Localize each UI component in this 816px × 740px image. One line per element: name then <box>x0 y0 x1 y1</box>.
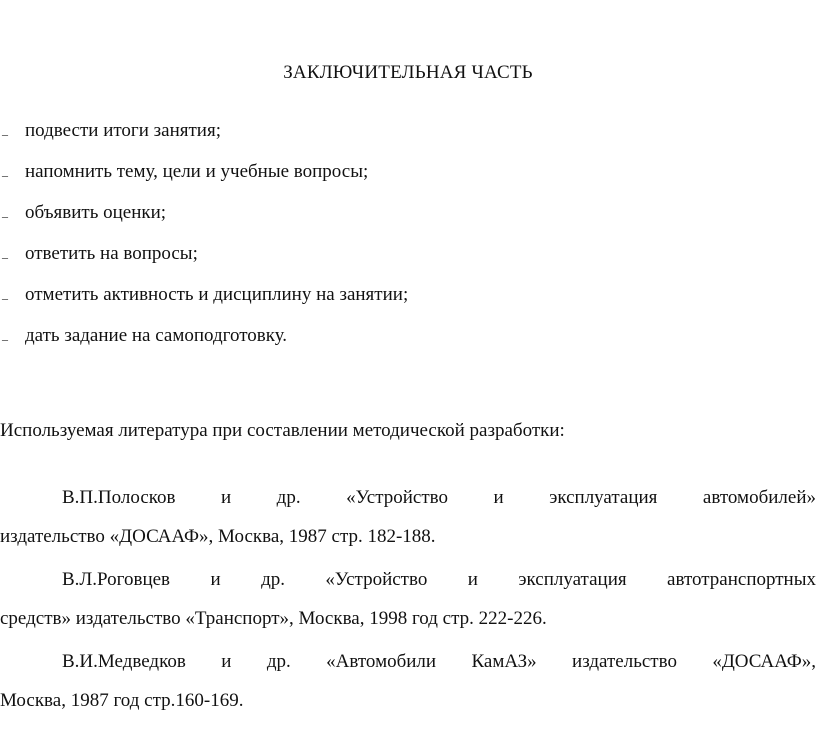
reference-line: В.Л.Роговцев и др. «Устройство и эксплуатация автотранспортных <box>62 569 816 590</box>
reference-line: В.И.Медведков и др. «Автомобили КамАЗ» издательство «ДОСААФ», <box>62 651 816 672</box>
dash-marker: – <box>2 291 8 305</box>
dash-marker: – <box>2 127 8 141</box>
list-item-text: дать задание на самоподготовку. <box>25 325 288 346</box>
list-item-text: подвести итоги занятия; <box>25 120 221 141</box>
list-item <box>0 240 816 281</box>
reference-line: В.П.Полосков и др. «Устройство и эксплуатация автомобилей» <box>62 487 816 508</box>
list-item <box>0 117 816 158</box>
list-item-text: ответить на вопросы; <box>25 243 198 264</box>
reference-line: издательство «ДОСААФ», Москва, 1987 стр. 182-188. <box>0 526 436 547</box>
reference-item <box>0 642 816 720</box>
list-item <box>0 158 816 199</box>
list-item-text: объявить оценки; <box>25 202 167 223</box>
reference-list <box>0 478 816 724</box>
dash-marker: – <box>2 168 8 182</box>
section-title: ЗАКЛЮЧИТЕЛЬНАЯ ЧАСТЬ <box>283 62 533 83</box>
task-list <box>0 117 816 363</box>
dash-marker: – <box>2 209 8 223</box>
list-item <box>0 199 816 240</box>
dash-marker: – <box>2 332 8 346</box>
reference-line: средств» издательство «Транспорт», Москва, 1998 год стр. 222-226. <box>0 608 547 629</box>
dash-marker: – <box>2 250 8 264</box>
list-item-text: отметить активность и дисциплину на занятии; <box>25 284 409 305</box>
list-item <box>0 322 816 363</box>
reference-item <box>0 478 816 556</box>
list-item <box>0 281 816 322</box>
literature-heading: Используемая литература при составлении методической разработки: <box>0 420 565 441</box>
reference-line: Москва, 1987 год стр.160-169. <box>0 690 244 711</box>
reference-item <box>0 560 816 638</box>
list-item-text: напомнить тему, цели и учебные вопросы; <box>25 161 369 182</box>
